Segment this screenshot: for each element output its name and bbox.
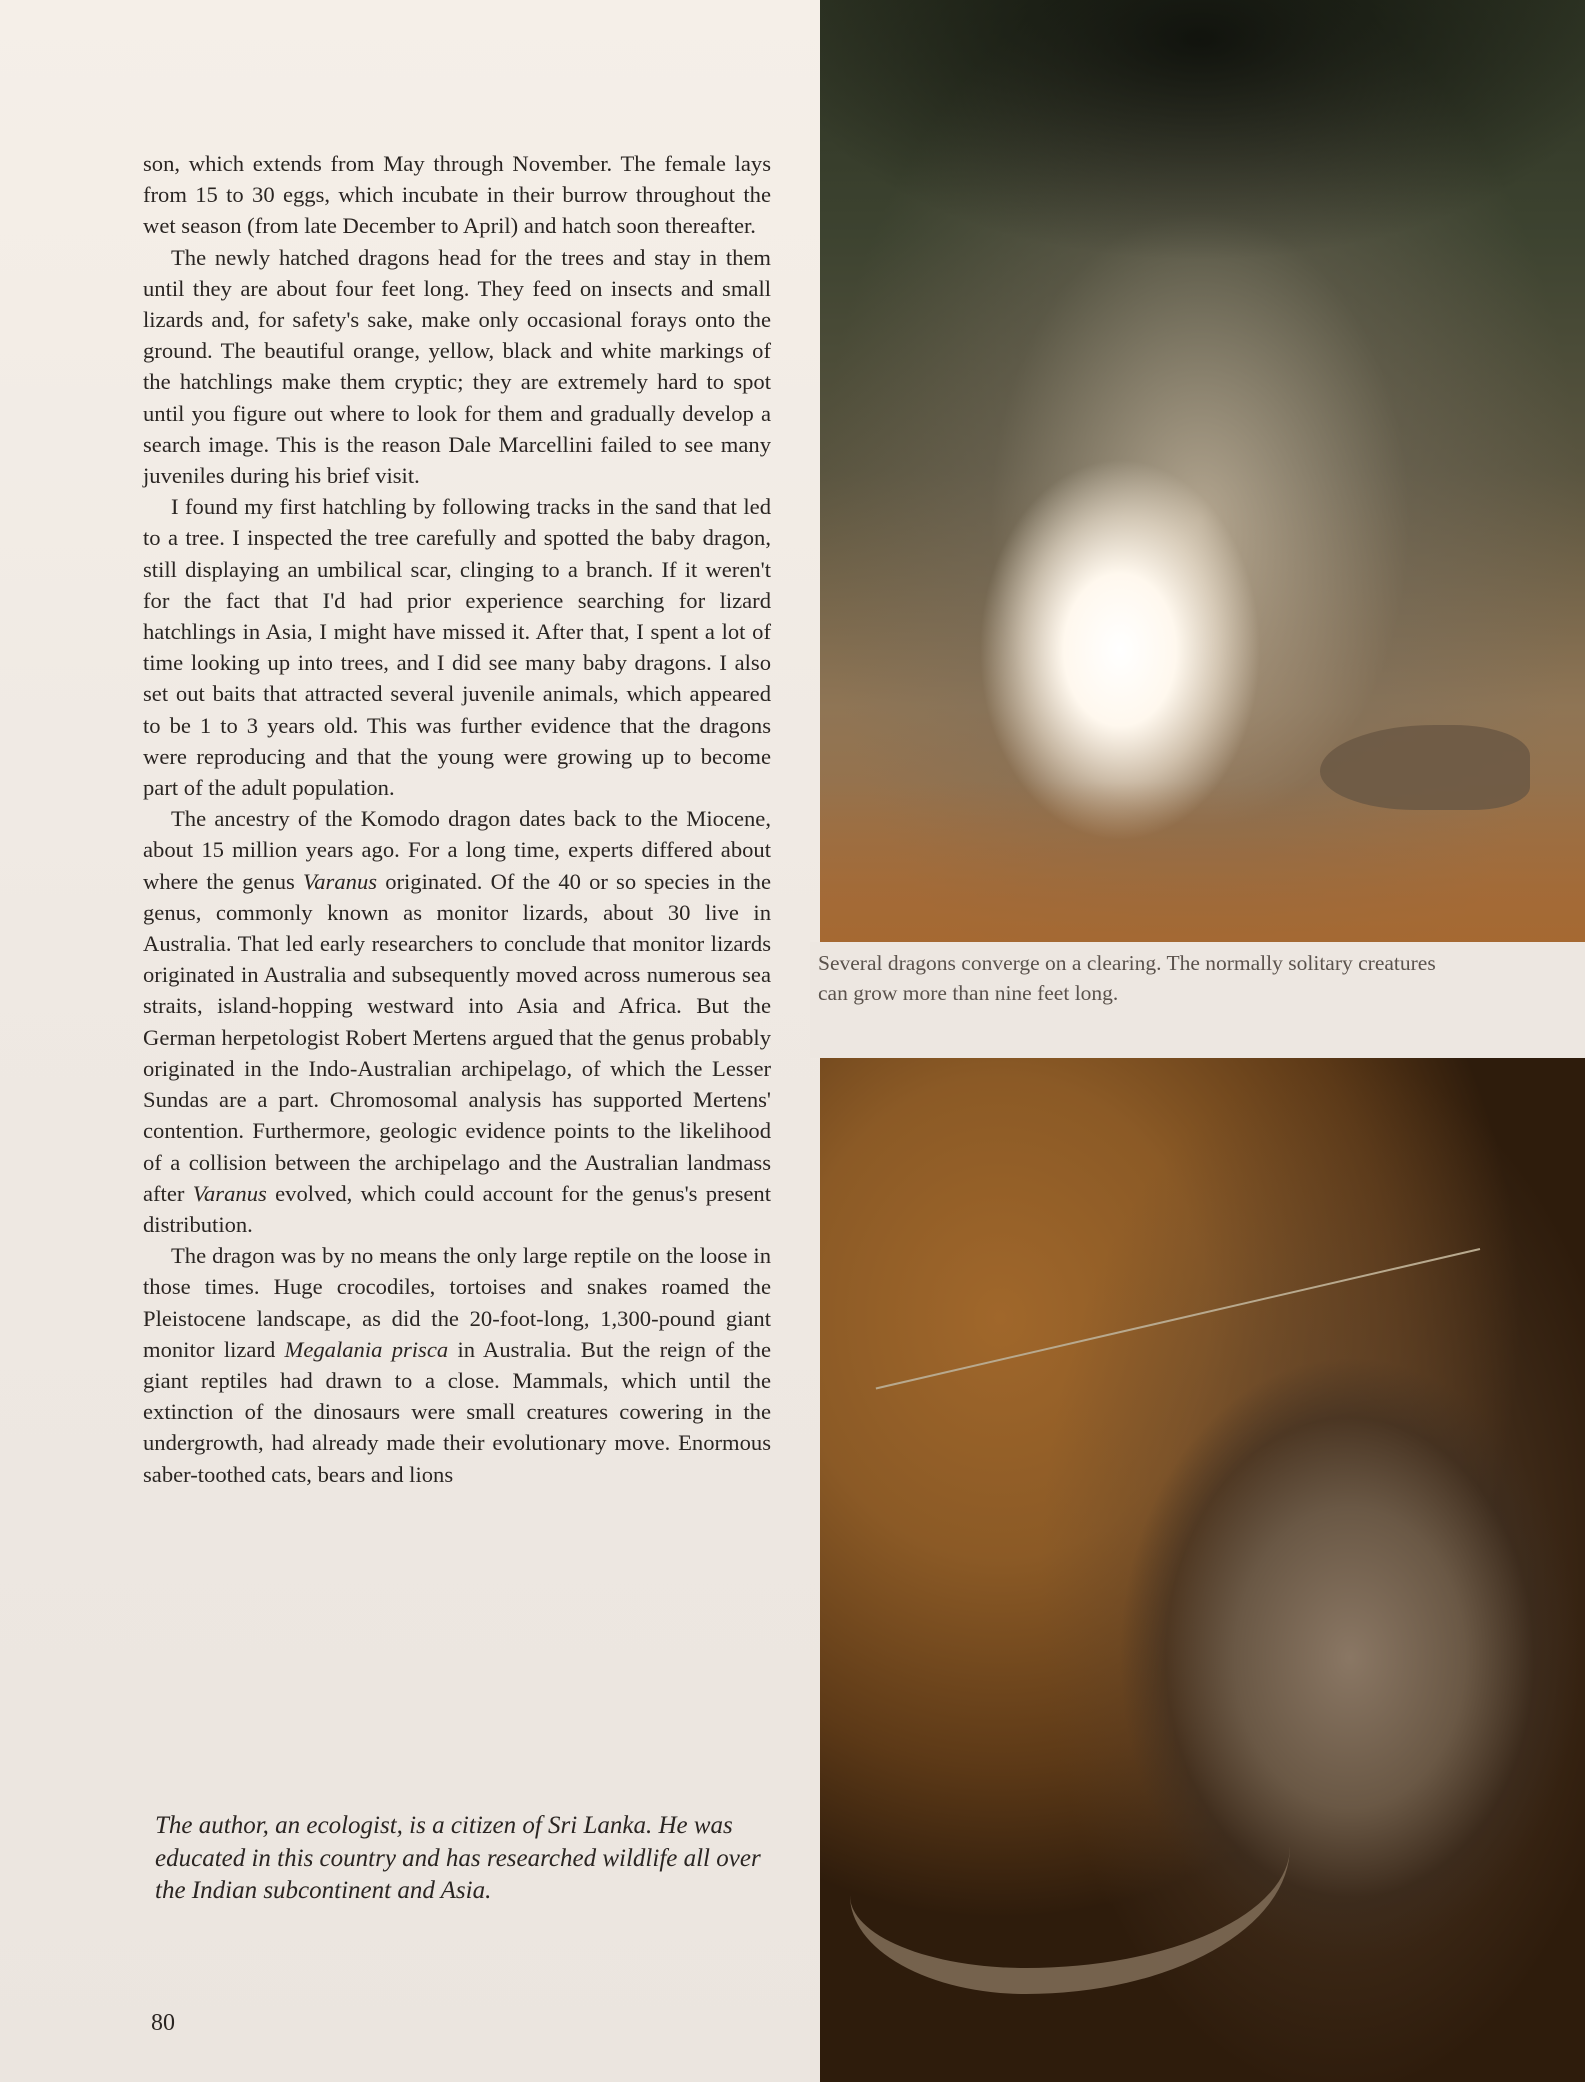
species-name: Megalania prisca <box>284 1336 449 1362</box>
p4-text-e: evolved, which could account for the genus's present distribution. <box>143 1180 772 1237</box>
tree-canopy <box>820 0 1585 260</box>
photo-caption: Several dragons converge on a clearing. The normally solitary creatures can grow more than nine feet long. <box>818 951 1436 1005</box>
genus-name: Varanus <box>192 1180 267 1206</box>
p5-text-c: in Australia. But the reign of the giant reptiles had drawn to a close. Mammals, which until the extinction of the dinosaurs were small creatures cowering in the undergrowth, had already made their evolutionary move. Enormous saber-toothed cats, bears and lions <box>143 1336 771 1487</box>
p4-text-c: originated. Of the 40 or so species in the genus, commonly known as monitor lizards, about 30 live in Australia. That led early researchers to conclude that monitor lizards originated in Australia and subsequently moved across numerous sea straits, island-hopping westward into Asia and Africa. But the German herpetologist Robert Mertens argued that the genus probably originated in the Indo-Australian archipelago, of which the Lesser Sundas are a part. Chromosomal analysis has supported Mertens' contention. Furthermore, geologic evidence points to the likelihood of a collision between the archipelago and the Australian landmass after <box>143 868 772 1206</box>
page-number: 80 <box>151 2010 175 2036</box>
paragraph-5 <box>143 1240 771 1490</box>
genus-name: Varanus <box>302 868 378 894</box>
p4-text-a: The ancestry of the Komodo dragon dates back to the Miocene, about 15 million years ago. For a long time, experts differed about where the genus <box>143 806 771 894</box>
komodo-dragon-figure <box>1320 725 1530 810</box>
article-body <box>143 148 771 1490</box>
photo-clearing <box>820 0 1585 942</box>
paragraph-3: I found my first hatchling by following tracks in the sand that led to a tree. I inspected the tree carefully and spotted the baby dragon, still displaying an umbilical scar, clinging to a branch. If it weren't for the fact that I'd had prior experience searching for lizard hatchlings in Asia, I might have missed it. After that, I spent a lot of time looking up into trees, and I did see many baby dragons. I also set out baits that attracted several juvenile animals, which appeared to be 1 to 3 years old. This was further evidence that the dragons were reproducing and that the young were growing up to become part of the adult population. <box>143 494 771 801</box>
paragraph-2: The newly hatched dragons head for the trees and stay in them until they are about four feet long. They feed on insects and small lizards and, for safety's sake, make only occasional forays onto the ground. The beautiful orange, yellow, black and white markings of the hatchlings make them cryptic; they are extremely hard to spot until you figure out where to look for them and gradually develop a search image. This is the reason Dale Marcellini failed to see many juveniles during his brief visit. <box>143 244 771 489</box>
p5-text-a: The dragon was by no means the only large reptile on the loose in those times. Huge crocodiles, tortoises and snakes roamed the Pleistocene landscape, as did the 20-foot-long, 1,300-pound giant monitor lizard <box>143 1243 771 1362</box>
paragraph-1: son, which extends from May through November. The female lays from 15 to 30 eggs, which incubate in their burrow throughout the wet season (from late December to April) and hatch soon thereafter. <box>143 151 771 239</box>
paragraph-4 <box>143 803 771 1240</box>
author-note: The author, an ecologist, is a citizen of Sri Lanka. He was educated in this country and has researched wildlife all over the Indian subcontinent and Asia. <box>155 1812 761 1904</box>
photo-dragon-pile <box>820 1058 1585 2082</box>
